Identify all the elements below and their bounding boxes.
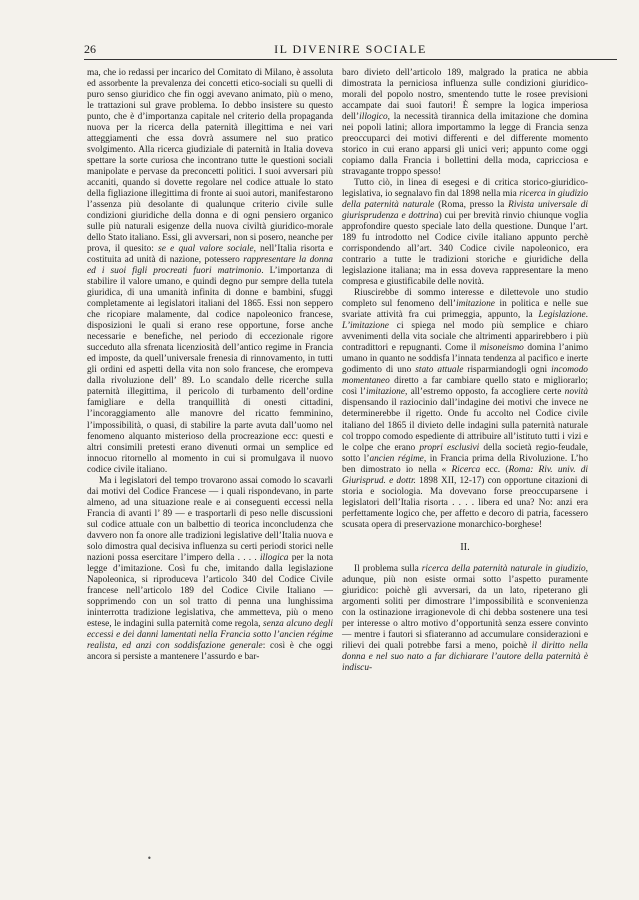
page-header xyxy=(84,42,617,58)
text-run: risparmiandogli ogni xyxy=(463,365,552,376)
section-heading: II. xyxy=(460,541,470,553)
text-run: in politica e nelle sue svariate attività fra cui primeggia, appunto, la xyxy=(342,299,588,321)
italic-run: rappresentare la donna ed i suoi figli procreati fuori matrimonio xyxy=(87,255,333,277)
speck-mark: • xyxy=(147,854,152,863)
italic-run: imitazione xyxy=(366,387,405,398)
text-run: , la necessità tirannica della imitazione che domina nei popoli latini; allora importammo la legge di Francia senza preoccuparci dei motivi differenti e del differente momento storico in cui erano apparsi gli unici veri; appunto come oggi copiamo dalla Francia i bollettini della moda, capricciosa e stravagante troppo spesso! xyxy=(342,112,588,178)
left-column xyxy=(87,68,333,663)
right-column xyxy=(342,68,588,674)
text-run: . L’importanza di stabilire il valore umano, e quindi degno pur sempre della tutela giuridica, di una umanità infinita di donne e bambini, sfuggì completamente ai legislatori italiani del 1865. Essi non seppero che ricopiare malamente, dal codice napoleonico francese, disposizioni le quali si erano rese opportune, forse anche necessarie e benefiche, nel periodo di eccezionale rigore succeduto alla sfrenata licenziosità dell’antico regime in Francia ed imposte, da quell’universale frenesia di rinnovamento, in tutti gli ordini ed aspetti della vita non solo francese, che erompeva dalla rivoluzione dell’ 89. Lo scandalo delle ricerche sulla paternità illegittima, il pericolo di turbamento dell’ordine famigliare e della tranquillità di onesti cittadini, l’incoraggiamento alle manovre del ricatto femminino, l’impossibilità, o quasi, di stabilire la parte avuta dall’uomo nel fenomeno alquanto misterioso della procreazione ecc: questi e altri consimili pretesti erano divenuti ormai un semplice ed innocuo ritornello al momento in cui si promulgava il nuovo codice civile italiano. xyxy=(87,266,333,475)
text-run: ci spiega nel modo più semplice e chiaro avvenimenti della vita sociale che altrimenti apparirebbero i più contradittori e repugnanti. Come il xyxy=(342,321,588,354)
text-run: . xyxy=(585,310,588,321)
running-title: IL DIVENIRE SOCIALE xyxy=(274,42,427,56)
text-run: della società regio-feudale, sotto l’ xyxy=(342,442,588,464)
italic-run: Rivista universale di giurisprudenza e dottrina xyxy=(342,200,589,222)
text-run: ma, che io redassi per incarico del Comitato di Milano, è assoluta ed assorbente la prevalenza dei concetti etico-sociali su quelli di puro senso giuridico che fin oggi avevano animato, più o meno, le trattazioni sul grave problema. Io debbo insistere su questo punto, che è d’importanza capitale nel criterio della propaganda nuova per la ricerca della paternità illegittima e nei vari atteggiamenti che essa dovrà assumere nel suo pratico svolgimento. Alla ricerca giudiziale di paternità in Italia doveva spettare la sorte curiosa che incontrano tutte le questioni sociali manipolate e pervase da preconcetti politici. I suoi avversari più accaniti, quando si dovette regolare nel codice attuale lo stato della figliazione illegittima di fronte ai suoi autori, manifestarono l’assenza più desolante di qualunque criterio civile sulle condizioni giuridiche della donna e di ogni pensiero organico sulle più naturali esigenze della nuova civiltà giuridico-morale dello Stato italiano. Essi, gli avversari, non si posero, neanche per prova, il quesito: xyxy=(87,68,333,255)
text-run: , in Francia prima della Rivoluzione. L’ho ben dimostrato io nella « xyxy=(342,453,589,475)
text-run: , nell’Italia risorta e costituita ad unità di nazione, potessero xyxy=(87,244,333,266)
italic-run: ancien régime xyxy=(369,453,424,464)
italic-run: stato attuale xyxy=(415,365,464,376)
italic-run: senza alcuno degli eccessi e dei danni lamentati nella Francia sotto l’ancien régime realista, ed anzi con soddisfazione generale xyxy=(87,618,333,651)
text-run: diretto a far cambiare quello stato e migliorarlo; così l’ xyxy=(342,376,588,398)
text-run: , adunque, più non esiste ormai sotto l’aspetto puramente giuridico: poichè gli avversari, da un lato, ripeterano gli argomenti soliti per dimostrare l’impossibilità e sconvenienza con la ostinazione irragionevole di chi debba sostenere una tesi per interesse o altro motivo d’opportunità senza essere convinto — mentre i fautori si sfiateranno ad accumulare considerazioni e rilievi dei quali potrebbe farsi a meno, poichè xyxy=(342,563,588,651)
italic-run: misoneismo xyxy=(479,343,524,354)
text-run: per la nota legge d’imitazione. Così fu che, imitando dalla legislazione Napoleonica, si riproduceva l’articolo 340 del Codice Civile francese nell’articolo 189 del Codice Civile Italiano — sopprimendo con un sol tratto di penna una lunghissima ininterrotta tradizione legislativa, che ammetteva, più o meno estese, le indagini sulla paternità come regola, xyxy=(87,552,333,629)
paragraph xyxy=(342,288,588,530)
italic-run: propri esclusivi xyxy=(419,442,480,453)
text-run: , all’estremo opposto, fa accogliere certe xyxy=(404,387,565,398)
text-run: Ma i legislatori del tempo trovarono assai comodo lo scavarli dai motivi del Codice Francese — i quali rispondevano, in parte almeno, ad una situazione reale e ai conseguenti eccessi nella Francia di avanti l’ 89 — e trasportarli di peso nelle discussioni sul codice attuale con un balbettio di teorica inconcludenza che davvero non fa onore alle tradizioni legislative dell’Italia nuova e solo dimostra qual decisiva influenza su certi periodi storici nelle nazioni possa esercitare l’impero della . . . . xyxy=(87,475,333,563)
italic-run: L’imitazione xyxy=(342,321,389,332)
paragraph xyxy=(342,68,588,178)
text-run: : così è che oggi ancora si persiste a mantenere l’assurdo e bar- xyxy=(87,640,334,662)
italic-run: Roma: Riv. univ. di Giurisprud. e dottr. xyxy=(342,464,588,486)
italic-run: Legislazione xyxy=(538,310,586,321)
italic-run: illogico xyxy=(359,112,388,123)
text-run: Tutto ciò, in linea di esegesi e di critica storico-giuridico-legislativa, io segnalavo fin dal 1898 nella mia xyxy=(342,178,588,200)
italic-run: Ricerca xyxy=(451,464,481,475)
text-run: baro divieto dell’articolo 189, malgrado la pratica ne abbia dimostrata la perniciosa influenza sulle condizioni giuridico-morali del popolo nostro, smentendo tutte le rosee previsioni accampate dai suoi fautori! È sempre la logica imperiosa dell’ xyxy=(342,68,588,123)
italic-run: incomodo momentaneo xyxy=(342,365,588,387)
paragraph xyxy=(87,476,333,663)
italic-run: imitazione xyxy=(455,299,495,310)
text-run: dispensando il raziocinio dall’indagine dei motivi che invece ne determinerebbe il rigetto. Onde fu accolto nel Codice civile italiano del 1865 il divieto delle indagini sulla paternità naturale col troppo comodo espediente di attribuire all’istituto tutti i vizi e le colpe che erano xyxy=(342,398,588,453)
page-number: 26 xyxy=(84,42,96,56)
italic-run: il diritto nella donna e nel suo nato a far dichiarare l’autore della paternità è indiscu- xyxy=(342,640,588,673)
paragraph xyxy=(87,68,333,476)
italic-run: ricerca della paternità naturale in giudizio xyxy=(421,563,586,574)
text-run: Il problema sulla xyxy=(354,563,422,574)
right-column-top xyxy=(342,68,588,531)
italic-run: illogica xyxy=(259,552,289,563)
paragraph xyxy=(342,564,588,674)
italic-run: ricerca in giudizio della paternità naturale xyxy=(342,189,588,211)
text-run: (Roma, presso la xyxy=(434,200,509,211)
right-column-bottom xyxy=(342,564,588,674)
text-run: 1898 XII, 12-17) con opportune citazioni di storia e sociologia. Ma dovevano forse preoccuparsene i legislatori dell’Italia risorta . . . . libera ed una? No: anzi era perfettamente logico che, per affetto e decoro di patria, facessero scusata opera di preservazione monarchico-borghese! xyxy=(342,475,588,530)
text-run: ecc. ( xyxy=(480,464,509,475)
text-run: domina l’animo umano in quanto ne soddisfa l’innata tendenza al pacifico e inerte godimento di uno xyxy=(342,343,588,376)
text-run: Riuscirebbe di sommo interesse e dilettevole uno studio completo sul fenomeno dell’ xyxy=(342,288,588,310)
italic-run: novità xyxy=(564,387,588,398)
italic-run: se e qual valore sociale xyxy=(158,244,254,255)
text-run: ) cui per brevità rinvio chiunque voglia approfondire questo speciale lato della questione. Dunque l’art. 189 fu introdotto nel Codice civile italiano appunto perchè corrispondendo all’art. 340 Codice civile napoleonico, era contrario a tutte le tradizioni storiche e giuridiche della legislazione italiana; ma in essa doveva rappresentare la meno compresa e giustificabile delle novità. xyxy=(342,211,588,288)
header-rule xyxy=(84,59,617,60)
paragraph xyxy=(342,178,588,288)
